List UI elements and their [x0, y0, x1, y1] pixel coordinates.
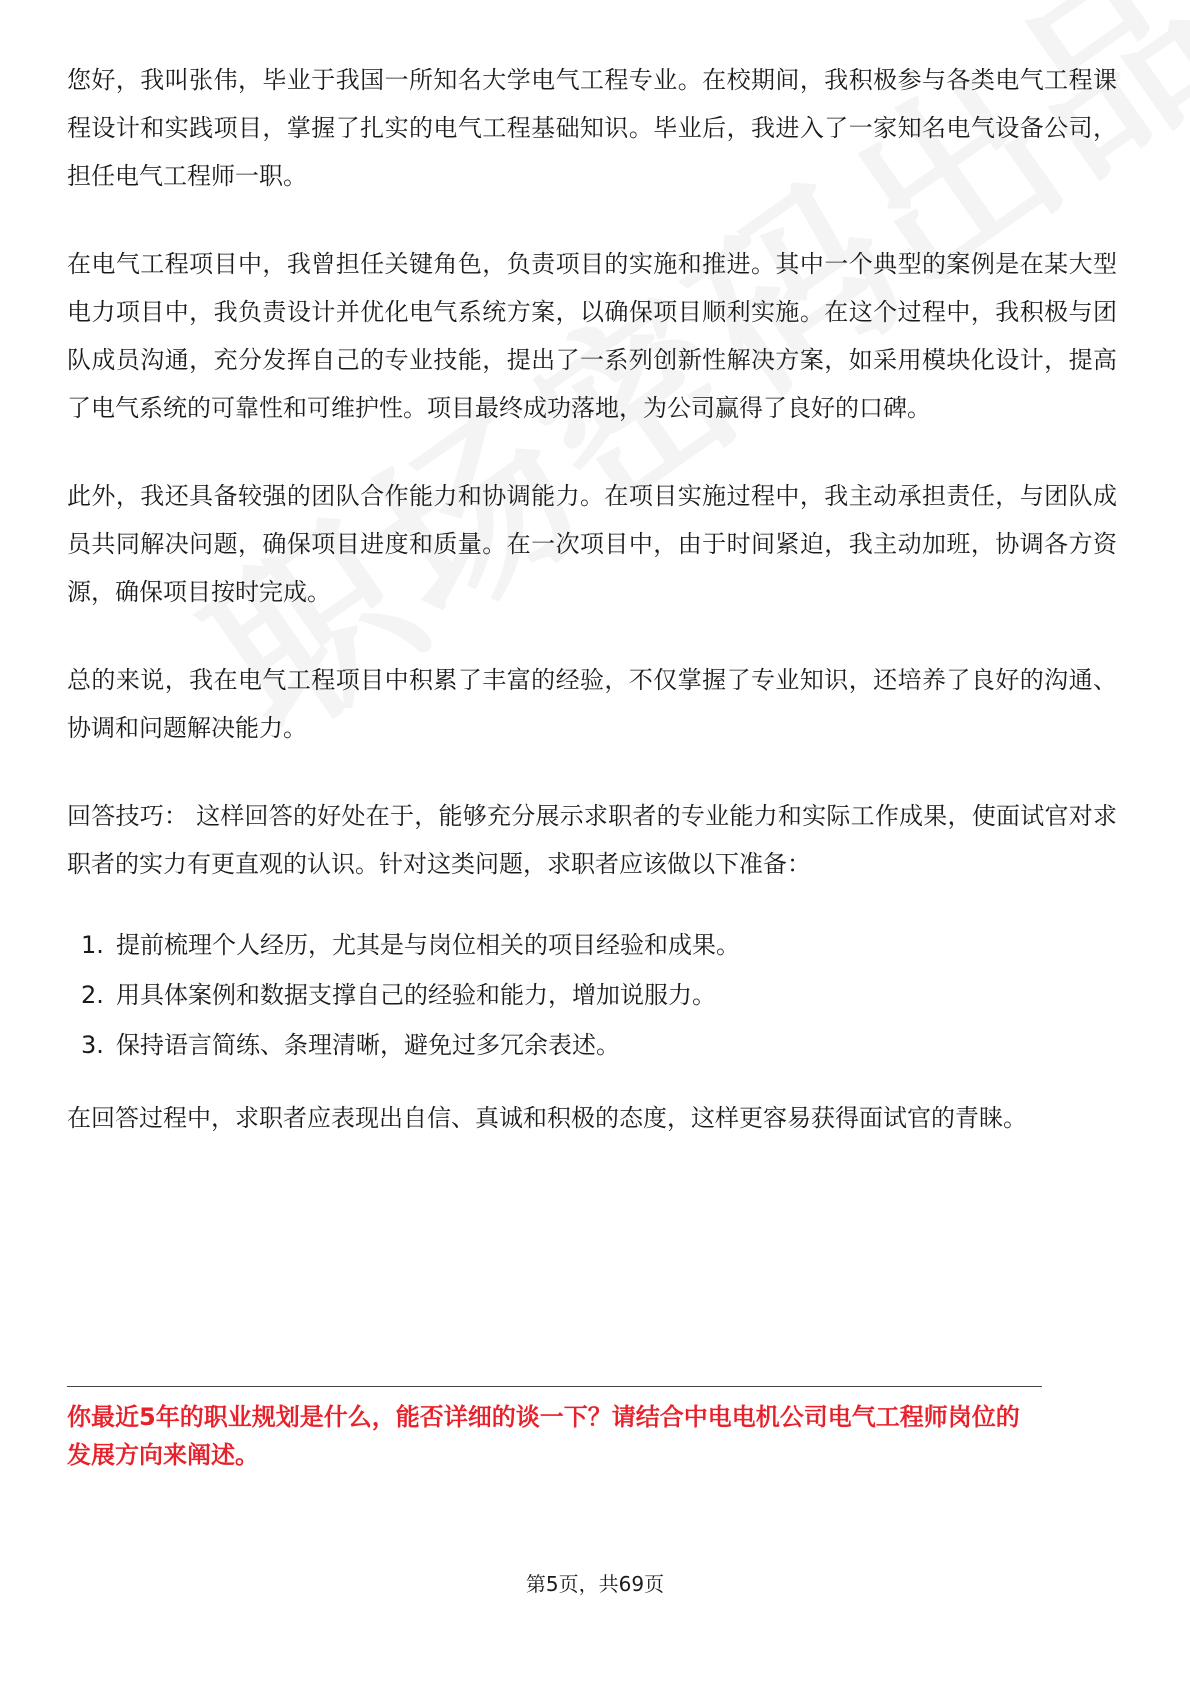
- page-number: 第5页，共69页: [525, 1572, 665, 1596]
- tips-list: [67, 920, 1117, 1070]
- list-text: 提前梳理个人经历，尤其是与岗位相关的项目经验和成果。: [116, 931, 740, 959]
- list-text: 用具体案例和数据支撑自己的经验和能力，增加说服力。: [116, 981, 716, 1009]
- list-item: [67, 1020, 1117, 1070]
- list-item: [67, 920, 1117, 970]
- section-divider: [67, 1386, 1042, 1387]
- list-number: 1.: [81, 931, 104, 959]
- paragraph-summary: 总的来说，我在电气工程项目中积累了丰富的经验，不仅掌握了专业知识，还培养了良好的沟通、协调和问题解决能力。: [67, 666, 1117, 742]
- list-item: [67, 970, 1117, 1020]
- paragraph-intro: 您好，我叫张伟，毕业于我国一所知名大学电气工程专业。在校期间，我积极参与各类电气工程课程设计和实践项目，掌握了扎实的电气工程基础知识。毕业后，我进入了一家知名电气设备公司，担任电气工程师一职。: [67, 66, 1117, 190]
- answer-body: [67, 56, 1117, 1182]
- list-number: 2.: [81, 981, 104, 1009]
- list-text: 保持语言简练、条理清晰，避免过多冗余表述。: [116, 1031, 620, 1059]
- next-question-heading: 你最近5年的职业规划是什么，能否详细的谈一下？请结合中电电机公司电气工程师岗位的发展方向来阐述。: [67, 1403, 1020, 1469]
- paragraph-answer-tips: 回答技巧： 这样回答的好处在于，能够充分展示求职者的专业能力和实际工作成果，使面试官对求职者的实力有更直观的认识。针对这类问题，求职者应该做以下准备：: [67, 802, 1117, 878]
- paragraph-closing: 在回答过程中，求职者应表现出自信、真诚和积极的态度，这样更容易获得面试官的青睐。: [67, 1104, 1027, 1132]
- paragraph-teamwork: 此外，我还具备较强的团队合作能力和协调能力。在项目实施过程中，我主动承担责任，与团队成员共同解决问题，确保项目进度和质量。在一次项目中，由于时间紧迫，我主动加班，协调各方资源，确保项目按时完成。: [67, 482, 1117, 606]
- list-number: 3.: [81, 1031, 104, 1059]
- paragraph-project-case: 在电气工程项目中，我曾担任关键角色，负责项目的实施和推进。其中一个典型的案例是在某大型电力项目中，我负责设计并优化电气系统方案，以确保项目顺利实施。在这个过程中，我积极与团队成员沟通，充分发挥自己的专业技能，提出了一系列创新性解决方案，如采用模块化设计，提高了电气系统的可靠性和可维护性。项目最终成功落地，为公司赢得了良好的口碑。: [67, 250, 1117, 422]
